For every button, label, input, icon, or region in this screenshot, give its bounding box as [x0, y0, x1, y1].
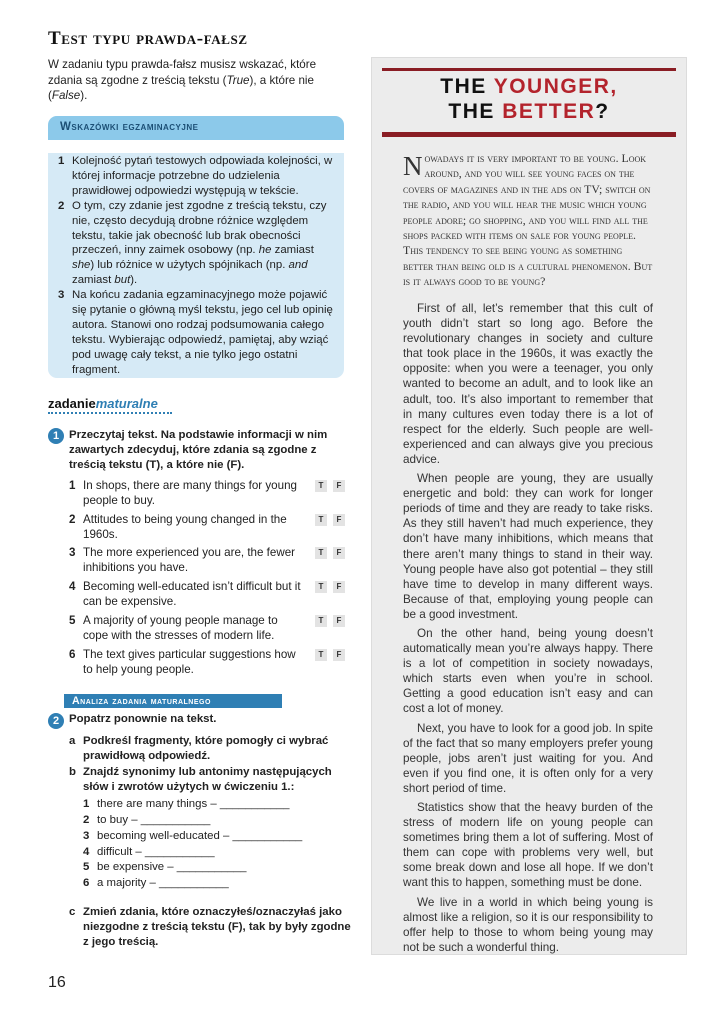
exercise-2-instruction: Popatrz ponownie na tekst. — [69, 713, 217, 725]
tip-number: 3 — [58, 289, 65, 302]
subtask-b — [69, 765, 353, 795]
statement-text: Attitudes to being young changed in the 1960s. — [83, 513, 287, 541]
statement-row — [69, 478, 359, 508]
tip-example: she — [72, 259, 91, 272]
statement-number: 1 — [69, 479, 76, 492]
true-checkbox[interactable]: T — [315, 581, 327, 593]
tips-separator — [48, 140, 344, 153]
statement-number: 2 — [69, 513, 76, 526]
true-checkbox[interactable]: T — [315, 649, 327, 661]
article-paragraph: Statistics show that the heavy burden of the stress of modern life on young people can sometimes bring them a lot of suffering. Most of them can cope with problems very well, but some break down and lose all hope. If we don’t want this to happen, something must be done. — [403, 801, 653, 890]
article-paragraph: When people are young, they are usually energetic and bold: they can work for longer periods of time and they are ready to take risks. As they still haven’t had much experience, they don’t have many inhibitions, which means that there aren’t many things to stand in their way. Young people have also got potential – they still have time to develop in many different ways. Because of that, employing young people can be a good investment. — [403, 472, 653, 621]
tip-example: and — [288, 259, 308, 272]
tip-example: but — [114, 274, 131, 287]
task-analysis-label: Analiza zadania maturalnego — [72, 695, 211, 707]
true-checkbox[interactable]: T — [315, 480, 327, 492]
drop-cap: N — [403, 151, 423, 181]
exam-task-label — [48, 396, 172, 414]
exam-tips-header — [48, 116, 344, 140]
intro-text — [48, 57, 344, 104]
tip-item — [58, 199, 338, 288]
word-item[interactable] — [83, 876, 229, 891]
subtask-c — [69, 905, 353, 949]
word-item[interactable] — [83, 797, 290, 812]
statement-number: 5 — [69, 614, 76, 627]
word-text: a majority – ___________ — [97, 877, 229, 889]
article-top-rule — [382, 68, 676, 71]
section-title: Test typu prawda-fałsz — [48, 28, 248, 49]
word-text: becoming well-educated – ___________ — [97, 830, 303, 842]
word-number: 4 — [83, 846, 90, 858]
title-part: ? — [595, 100, 610, 123]
subtask-letter: b — [69, 766, 76, 778]
word-number: 6 — [83, 877, 90, 889]
word-number: 3 — [83, 830, 90, 842]
word-item[interactable] — [83, 813, 210, 828]
tip-text: zamiast — [72, 274, 115, 287]
tip-text: O tym, czy zdanie jest zgodne z treścią tekstu, czy nie, często decydują drobne różnice względem tekstu, takie jak obecność lub brak obecności przeczeń, inny zaimek osobowy (np. — [72, 199, 327, 257]
false-checkbox[interactable]: F — [333, 547, 345, 559]
task-analysis-banner — [64, 694, 282, 708]
page-number: 16 — [48, 974, 66, 991]
tip-text: zamiast — [271, 244, 314, 257]
article-paragraph: We live in a world in which being young is almost like a religion, so it is our responsibility to offer help to those to whom being young may not be such a wonderful thing. — [403, 895, 653, 954]
intro-part: W zadaniu typu prawda-fałsz musisz wskazać, które zdania są zgodne z treścią tekstu ( — [48, 58, 317, 87]
statement-row — [69, 512, 359, 542]
false-checkbox[interactable]: F — [333, 480, 345, 492]
tip-text: ) lub różnice w użytych spójnikach (np. — [90, 259, 289, 272]
subtask-text: Zmień zdania, które oznaczyłeś/oznaczyłaś jako niezgodne z treścią tekstu (F), tak by były zgodne z jego treścią. — [83, 906, 351, 948]
statement-number: 6 — [69, 648, 76, 661]
article-paragraph: On the other hand, being young doesn’t automatically mean you’re always happy. There is a lot of competition in society nowadays, which starts even when you’re in school. Getting a good education isn’t easy and can cost a lot of money. — [403, 626, 653, 716]
exercise-2-number-badge: 2 — [48, 713, 64, 729]
tip-text: ). — [130, 274, 138, 287]
statement-text: Becoming well-educated isn’t difficult but it can be expensive. — [83, 580, 301, 608]
subtask-text: Znajdź synonimy lub antonimy następujących słów i zwrotów użytych w ćwiczeniu 1.: — [83, 766, 332, 793]
intro-true: True — [226, 73, 250, 87]
word-text: to buy – ___________ — [97, 814, 211, 826]
word-item[interactable] — [83, 860, 246, 875]
statement-row — [69, 613, 359, 643]
statement-text: A majority of young people manage to cope with the stresses of modern life. — [83, 614, 278, 642]
word-number: 1 — [83, 798, 90, 810]
exercise-1-number-badge: 1 — [48, 428, 64, 444]
exam-tips-box — [48, 116, 344, 378]
tip-item — [58, 154, 338, 199]
statement-number: 3 — [69, 546, 76, 559]
title-part: THE — [440, 75, 494, 98]
lead-text: owadays it is very important to be young. Look around, and you will see young faces on the covers of magazines and in the ads on TV; switch on the radio, and you will hear the music which young people adore; go shopping, and you will find all the shops packed with items on sale for young people. This tendency to see being young as something better than being old is a cultural phenomenon. But is it always good to be young? — [403, 151, 653, 289]
word-item[interactable] — [83, 845, 215, 860]
statement-row — [69, 545, 359, 575]
tip-text: Kolejność pytań testowych odpowiada kolejności, w której informacje potrzebne do udzielenia prawidłowej odpowiedzi występują w tekście. — [72, 155, 333, 197]
statement-number: 4 — [69, 580, 76, 593]
article-panel — [372, 58, 686, 954]
word-number: 5 — [83, 861, 90, 873]
statement-row — [69, 647, 359, 677]
false-checkbox[interactable]: F — [333, 581, 345, 593]
statement-text: The more experienced you are, the fewer inhibitions you have. — [83, 546, 296, 574]
article-title — [372, 74, 686, 124]
intro-part: ), a które nie ( — [48, 73, 314, 102]
intro-part: ). — [80, 89, 88, 102]
statement-row — [69, 579, 359, 609]
word-text: difficult – ___________ — [97, 846, 215, 858]
word-number: 2 — [83, 814, 90, 826]
subtask-letter: a — [69, 735, 76, 747]
title-part: THE — [448, 100, 503, 123]
word-text: there are many things – ___________ — [97, 798, 290, 810]
exercise-1-instruction: Przeczytaj tekst. Na podstawie informacji w nim zawartych zdecyduj, które zdania są zgodne z treścią tekstu (T), a które nie (F). — [69, 429, 328, 471]
exam-task-label-italic: maturalne — [95, 396, 158, 411]
article-lead — [403, 151, 653, 290]
exam-tips-heading: Wskazówki egzaminacyjne — [60, 121, 199, 133]
true-checkbox[interactable]: T — [315, 514, 327, 526]
true-checkbox[interactable]: T — [315, 615, 327, 627]
statement-text: In shops, there are many things for young people to buy. — [83, 479, 297, 507]
word-text: be expensive – ___________ — [97, 861, 247, 873]
tip-number: 1 — [58, 155, 65, 167]
false-checkbox[interactable]: F — [333, 649, 345, 661]
tip-number: 2 — [58, 199, 65, 212]
article-paragraph: Next, you have to look for a good job. In spite of the fact that so many employers prefer young people, jobs aren’t just waiting for you. And even if you find one, it is often only for a very short period of time. — [403, 721, 653, 795]
subtask-letter: c — [69, 906, 76, 918]
article-title-rule — [382, 132, 676, 137]
exam-task-label-bold: zadanie — [48, 396, 96, 411]
tip-item — [58, 288, 338, 377]
tip-example: he — [258, 244, 272, 257]
statement-text: The text gives particular suggestions how to help young people. — [83, 648, 296, 676]
tip-text: Na końcu zadania egzaminacyjnego może pojawić się pytanie o główną myśl tekstu, jego cel lub opinię autora. Stanowi ono rodzaj podsumowania całego tekstu. Wybierając odpowiedź, pamiętaj, aby wziąć pod uwagę cały tekst, a nie tylko jego ostatni fragment. — [72, 289, 333, 376]
true-checkbox[interactable]: T — [315, 547, 327, 559]
exam-tips-list — [58, 154, 338, 378]
subtask-a — [69, 734, 353, 764]
title-accent: YOUNGER, — [493, 75, 618, 98]
title-accent: BETTER — [502, 100, 596, 123]
word-item[interactable] — [83, 829, 302, 844]
intro-false: False — [51, 89, 81, 102]
article-paragraph: First of all, let’s remember that this cult of youth didn’t start so long ago. Before the revolutionary changes in society and culture that took place in the 1960s, it was exactly the opposite: when you were a teenager, you only wanted to become an adult, and to look like an adult, too. It’s also important to remember that in many cultures even today there is a lot of respect for the elderly. Such people are well-experienced and can always give you precious advice. — [403, 302, 653, 466]
false-checkbox[interactable]: F — [333, 514, 345, 526]
subtask-text: Podkreśl fragmenty, które pomogły ci wybrać prawidłową odpowiedź. — [83, 735, 329, 762]
false-checkbox[interactable]: F — [333, 615, 345, 627]
article-body — [403, 301, 653, 959]
